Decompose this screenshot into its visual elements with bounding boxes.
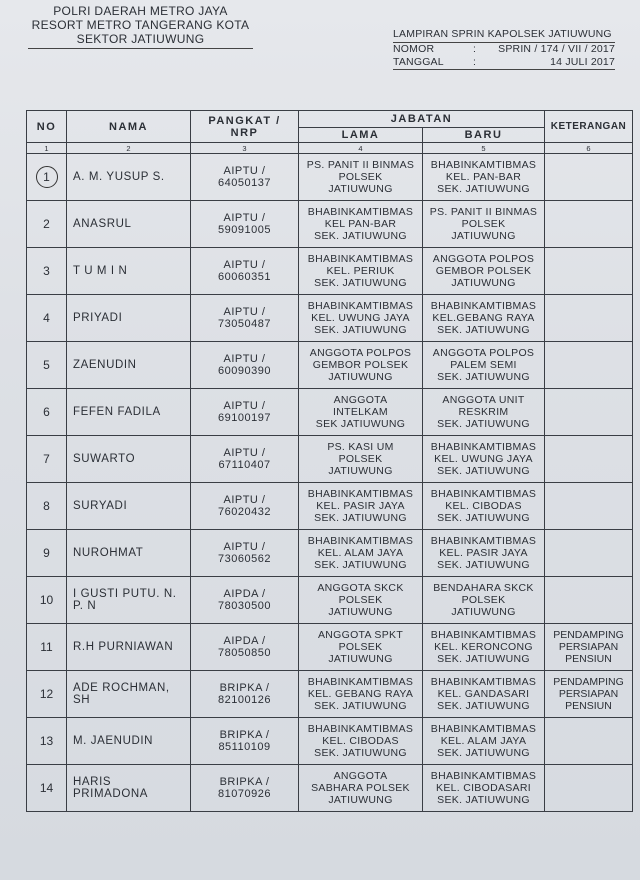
row-jabatan-baru: BENDAHARA SKCK POLSEK JATIUWUNG xyxy=(423,577,545,624)
institution-header xyxy=(28,4,253,49)
row-nama: HARIS PRIMADONA xyxy=(67,765,191,812)
row-pangkat-nrp: AIPTU / 69100197 xyxy=(191,389,299,436)
header-keterangan: KETERANGAN xyxy=(545,111,633,143)
row-pangkat-nrp: AIPTU / 64050137 xyxy=(191,154,299,201)
row-pangkat-nrp: AIPTU / 73060562 xyxy=(191,530,299,577)
header-lama: LAMA xyxy=(299,128,423,143)
header-nama: NAMA xyxy=(67,111,191,143)
row-jabatan-baru: BHABINKAMTIBMAS KEL. GANDASARI SEK. JATIUWUNG xyxy=(423,671,545,718)
table-row xyxy=(27,248,633,295)
row-jabatan-lama: ANGGOTA SPKT POLSEK JATIUWUNG xyxy=(299,624,423,671)
row-number: 12 xyxy=(27,671,67,718)
row-keterangan xyxy=(545,436,633,483)
row-number xyxy=(27,154,67,201)
row-jabatan-lama: PS. PANIT II BINMAS POLSEK JATIUWUNG xyxy=(299,154,423,201)
row-jabatan-lama: ANGGOTA POLPOS GEMBOR POLSEK JATIUWUNG xyxy=(299,342,423,389)
row-jabatan-lama: BHABINKAMTIBMAS KEL. UWUNG JAYA SEK. JATIUWUNG xyxy=(299,295,423,342)
header-jabatan: JABATAN xyxy=(299,111,545,128)
row-jabatan-lama: BHABINKAMTIBMAS KEL PAN-BAR SEK. JATIUWUNG xyxy=(299,201,423,248)
col-number: 4 xyxy=(299,143,423,154)
row-jabatan-lama: ANGGOTA INTELKAM SEK JATIUWUNG xyxy=(299,389,423,436)
row-keterangan xyxy=(545,342,633,389)
table-row xyxy=(27,530,633,577)
nomor-value: SPRIN / 174 / VII / 2017 xyxy=(498,43,615,55)
row-pangkat-nrp: AIPTU / 76020432 xyxy=(191,483,299,530)
row-jabatan-baru: BHABINKAMTIBMAS KEL.GEBANG RAYA SEK. JATIUWUNG xyxy=(423,295,545,342)
row-nama: T U M I N xyxy=(67,248,191,295)
row-pangkat-nrp: BRIPKA / 85110109 xyxy=(191,718,299,765)
table-row xyxy=(27,295,633,342)
row-number: 5 xyxy=(27,342,67,389)
row-nama: M. JAENUDIN xyxy=(67,718,191,765)
row-jabatan-lama: ANGGOTA SKCK POLSEK JATIUWUNG xyxy=(299,577,423,624)
row-jabatan-baru: BHABINKAMTIBMAS KEL. CIBODAS SEK. JATIUWUNG xyxy=(423,483,545,530)
row-jabatan-baru: PS. PANIT II BINMAS POLSEK JATIUWUNG xyxy=(423,201,545,248)
row-nama: SUWARTO xyxy=(67,436,191,483)
row-keterangan xyxy=(545,530,633,577)
row-jabatan-lama: BHABINKAMTIBMAS KEL. PASIR JAYA SEK. JATIUWUNG xyxy=(299,483,423,530)
row-number: 13 xyxy=(27,718,67,765)
row-keterangan xyxy=(545,248,633,295)
header-pangkat: PANGKAT / NRP xyxy=(191,111,299,143)
institution-line-3: SEKTOR JATIUWUNG xyxy=(28,32,253,49)
row-nama: I GUSTI PUTU. N. P. N xyxy=(67,577,191,624)
personnel-table xyxy=(26,110,633,812)
header-no: NO xyxy=(27,111,67,143)
table-row xyxy=(27,624,633,671)
col-number: 6 xyxy=(545,143,633,154)
row-jabatan-baru: BHABINKAMTIBMAS KEL. ALAM JAYA SEK. JATIUWUNG xyxy=(423,718,545,765)
row-keterangan xyxy=(545,765,633,812)
row-keterangan: PENDAMPING PERSIAPAN PENSIUN xyxy=(545,624,633,671)
row-keterangan xyxy=(545,483,633,530)
row-jabatan-baru: ANGGOTA UNIT RESKRIM SEK. JATIUWUNG xyxy=(423,389,545,436)
tanggal-row xyxy=(393,56,615,70)
row-number: 9 xyxy=(27,530,67,577)
col-number: 5 xyxy=(423,143,545,154)
col-number: 3 xyxy=(191,143,299,154)
table-row xyxy=(27,154,633,201)
row-jabatan-baru: BHABINKAMTIBMAS KEL. PASIR JAYA SEK. JATIUWUNG xyxy=(423,530,545,577)
row-number: 10 xyxy=(27,577,67,624)
header-baru: BARU xyxy=(423,128,545,143)
tanggal-value: 14 JULI 2017 xyxy=(550,56,615,68)
row-pangkat-nrp: BRIPKA / 82100126 xyxy=(191,671,299,718)
col-number: 2 xyxy=(67,143,191,154)
reference-block xyxy=(393,28,615,70)
row-keterangan: PENDAMPING PERSIAPAN PENSIUN xyxy=(545,671,633,718)
row-jabatan-baru: ANGGOTA POLPOS PALEM SEMI SEK. JATIUWUNG xyxy=(423,342,545,389)
row-pangkat-nrp: AIPTU / 73050487 xyxy=(191,295,299,342)
row-keterangan xyxy=(545,295,633,342)
row-pangkat-nrp: BRIPKA / 81070926 xyxy=(191,765,299,812)
row-jabatan-baru: BHABINKAMTIBMAS KEL. UWUNG JAYA SEK. JATIUWUNG xyxy=(423,436,545,483)
row-pangkat-nrp: AIPTU / 67110407 xyxy=(191,436,299,483)
row-number: 14 xyxy=(27,765,67,812)
row-number: 6 xyxy=(27,389,67,436)
row-jabatan-lama: BHABINKAMTIBMAS KEL. ALAM JAYA SEK. JATIUWUNG xyxy=(299,530,423,577)
row-jabatan-lama: BHABINKAMTIBMAS KEL. PERIUK SEK. JATIUWUNG xyxy=(299,248,423,295)
row-nama: A. M. YUSUP S. xyxy=(67,154,191,201)
row-number: 11 xyxy=(27,624,67,671)
tanggal-colon: : xyxy=(473,56,477,68)
col-number: 1 xyxy=(27,143,67,154)
table-row xyxy=(27,671,633,718)
row-pangkat-nrp: AIPDA / 78030500 xyxy=(191,577,299,624)
table-row xyxy=(27,201,633,248)
row-number: 4 xyxy=(27,295,67,342)
row-nama: ZAENUDIN xyxy=(67,342,191,389)
row-nama: ADE ROCHMAN, SH xyxy=(67,671,191,718)
table-row xyxy=(27,342,633,389)
row-jabatan-lama: PS. KASI UM POLSEK JATIUWUNG xyxy=(299,436,423,483)
row-keterangan xyxy=(545,389,633,436)
circled-number: 1 xyxy=(36,166,58,188)
table-row xyxy=(27,483,633,530)
row-keterangan xyxy=(545,154,633,201)
reference-title: LAMPIRAN SPRIN KAPOLSEK JATIUWUNG xyxy=(393,28,615,43)
table-row xyxy=(27,718,633,765)
nomor-label: NOMOR xyxy=(393,43,435,55)
row-jabatan-lama: BHABINKAMTIBMAS KEL. GEBANG RAYA SEK. JATIUWUNG xyxy=(299,671,423,718)
row-keterangan xyxy=(545,718,633,765)
row-number: 3 xyxy=(27,248,67,295)
row-nama: ANASRUL xyxy=(67,201,191,248)
institution-line-1: POLRI DAERAH METRO JAYA xyxy=(53,4,228,18)
table-row xyxy=(27,765,633,812)
row-nama: NUROHMAT xyxy=(67,530,191,577)
row-nama: SURYADI xyxy=(67,483,191,530)
row-pangkat-nrp: AIPDA / 78050850 xyxy=(191,624,299,671)
row-jabatan-lama: BHABINKAMTIBMAS KEL. CIBODAS SEK. JATIUWUNG xyxy=(299,718,423,765)
row-keterangan xyxy=(545,577,633,624)
row-number: 2 xyxy=(27,201,67,248)
row-keterangan xyxy=(545,201,633,248)
row-nama: FEFEN FADILA xyxy=(67,389,191,436)
row-nama: PRIYADI xyxy=(67,295,191,342)
row-pangkat-nrp: AIPTU / 60090390 xyxy=(191,342,299,389)
row-jabatan-baru: BHABINKAMTIBMAS KEL. CIBODASARI SEK. JATIUWUNG xyxy=(423,765,545,812)
row-number: 7 xyxy=(27,436,67,483)
row-nama: R.H PURNIAWAN xyxy=(67,624,191,671)
row-jabatan-lama: ANGGOTA SABHARA POLSEK JATIUWUNG xyxy=(299,765,423,812)
row-jabatan-baru: ANGGOTA POLPOS GEMBOR POLSEK JATIUWUNG xyxy=(423,248,545,295)
table-row xyxy=(27,389,633,436)
row-pangkat-nrp: AIPTU / 59091005 xyxy=(191,201,299,248)
table-row xyxy=(27,577,633,624)
nomor-colon: : xyxy=(473,43,477,55)
institution-line-2: RESORT METRO TANGERANG KOTA xyxy=(31,18,250,32)
row-jabatan-baru: BHABINKAMTIBMAS KEL. KERONCONG SEK. JATIUWUNG xyxy=(423,624,545,671)
row-jabatan-baru: BHABINKAMTIBMAS KEL. PAN-BAR SEK. JATIUWUNG xyxy=(423,154,545,201)
row-pangkat-nrp: AIPTU / 60060351 xyxy=(191,248,299,295)
nomor-row xyxy=(393,43,615,56)
row-number: 8 xyxy=(27,483,67,530)
tanggal-label: TANGGAL xyxy=(393,56,444,68)
table-row xyxy=(27,436,633,483)
